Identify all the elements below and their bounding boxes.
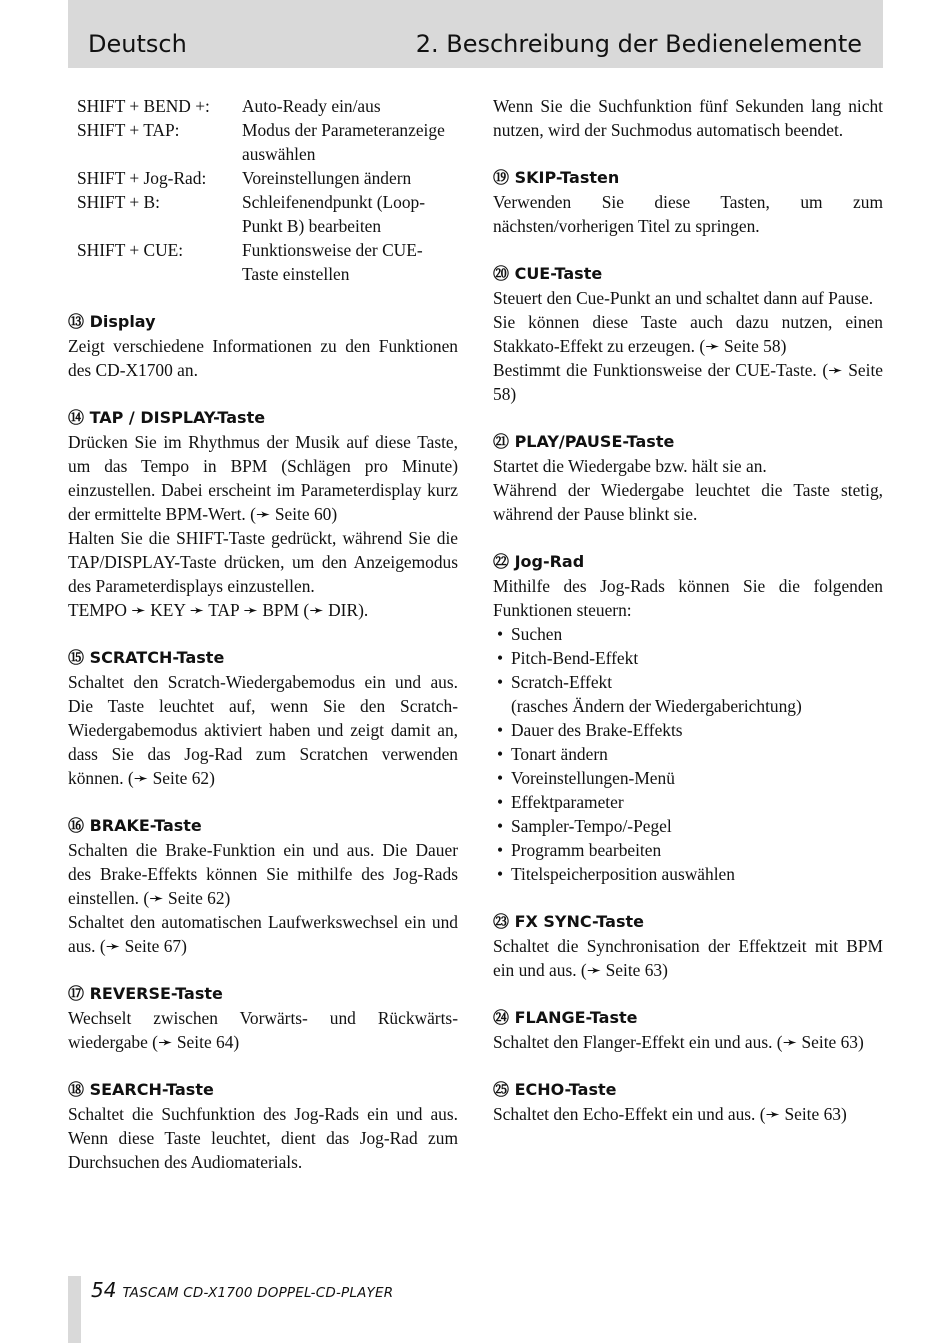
right-column bbox=[493, 94, 883, 1126]
section-heading: ㉔ FLANGE-Taste bbox=[493, 1008, 638, 1027]
list-item: • Scratch-Effekt (rasches Ändern der Wiedergaberichtung) bbox=[493, 670, 883, 718]
shift-combinations-table bbox=[77, 94, 458, 286]
body-text: Schaltet die Synchronisation der Effektzeit mit BPM ein und aus. (➛ Seite 63) bbox=[493, 936, 883, 980]
section-heading: ⑬ Display bbox=[68, 312, 156, 331]
section-display bbox=[68, 310, 458, 382]
list-item: • Suchen bbox=[493, 622, 883, 646]
section-heading: ⑳ CUE-Taste bbox=[493, 264, 603, 283]
section-search bbox=[68, 1078, 458, 1174]
list-item: • Tonart ändern bbox=[493, 742, 883, 766]
list-item: • Pitch-Bend-Effekt bbox=[493, 646, 883, 670]
body-text: Sie können diese Taste auch dazu nutzen, einen Stakkato-Effekt zu erzeugen. (➛ Seite 58) bbox=[493, 312, 883, 356]
section-heading: ⑱ SEARCH-Taste bbox=[68, 1080, 214, 1099]
section-heading: ㉒ Jog-Rad bbox=[493, 552, 585, 571]
section-heading: ⑰ REVERSE-Taste bbox=[68, 984, 223, 1003]
page-footer bbox=[91, 1276, 393, 1304]
body-text: Steuert den Cue-Punkt an und schaltet dann auf Pause. bbox=[493, 288, 874, 308]
section-play-pause bbox=[493, 430, 883, 526]
list-item: • Programm bearbeiten bbox=[493, 838, 883, 862]
section-scratch bbox=[68, 646, 458, 790]
section-heading: ⑲ SKIP-Tasten bbox=[493, 168, 620, 187]
body-text: Zeigt verschiedene Informationen zu den Funktionen des CD-X1700 an. bbox=[68, 336, 458, 380]
section-skip bbox=[493, 166, 883, 238]
body-text: Drücken Sie im Rhythmus der Musik auf diese Taste, um das Tempo in BPM (Schlägen pro Minute) einzustellen. Dabei erscheint im Parameterdisplay kurz der ermittelte BPM-Wert. (➛ Seite 60) bbox=[68, 432, 458, 524]
search-continuation bbox=[493, 94, 883, 142]
section-echo bbox=[493, 1078, 883, 1126]
table-row: SHIFT + BEND +: Auto-Ready ein/aus bbox=[77, 96, 381, 116]
section-heading: ㉕ ECHO-Taste bbox=[493, 1080, 617, 1099]
section-cue bbox=[493, 262, 883, 406]
table-row: SHIFT + CUE: Funktionsweise der CUE-Taste einstellen bbox=[77, 240, 423, 284]
section-heading: ⑯ BRAKE-Taste bbox=[68, 816, 202, 835]
section-fx-sync bbox=[493, 910, 883, 982]
table-row: SHIFT + B: Schleifenendpunkt (Loop-Punkt B) bearbeiten bbox=[77, 192, 426, 236]
body-text: TEMPO ➛ KEY ➛ TAP ➛ BPM (➛ DIR). bbox=[68, 600, 369, 620]
list-item: • Voreinstellungen-Menü bbox=[493, 766, 883, 790]
section-heading: ⑭ TAP / DISPLAY-Taste bbox=[68, 408, 266, 427]
body-text: Startet die Wiedergabe bzw. hält sie an. bbox=[493, 456, 767, 476]
list-item: • Sampler-Tempo/-Pegel bbox=[493, 814, 883, 838]
section-tap-display bbox=[68, 406, 458, 622]
body-text: Schaltet den Echo-Effekt ein und aus. (➛ Seite 63) bbox=[493, 1104, 847, 1124]
list-item: • Dauer des Brake-Effekts bbox=[493, 718, 883, 742]
section-heading: ㉓ FX SYNC-Taste bbox=[493, 912, 644, 931]
footer-bar bbox=[68, 1276, 81, 1343]
list-item: • Effektparameter bbox=[493, 790, 883, 814]
body-text: Während der Wiedergabe leuchtet die Taste stetig, während der Pause blinkt sie. bbox=[493, 480, 883, 524]
body-text: Schaltet die Suchfunktion des Jog-Rads ein und aus. Wenn diese Taste leuchtet, dient das Jog-Rad zum Durchsuchen des Audiomaterials. bbox=[68, 1104, 458, 1172]
body-text: Schaltet den Flanger-Effekt ein und aus. (➛ Seite 63) bbox=[493, 1032, 864, 1052]
table-row: SHIFT + TAP: Modus der Parameteranzeige auswählen bbox=[77, 120, 445, 164]
body-text: Bestimmt die Funktionsweise der CUE-Taste. (➛ Seite 58) bbox=[493, 360, 883, 404]
section-jog-wheel bbox=[493, 550, 883, 886]
section-heading: ㉑ PLAY/PAUSE-Taste bbox=[493, 432, 675, 451]
body-text: Wenn Sie die Suchfunktion fünf Sekunden lang nicht nutzen, wird der Suchmodus automatisch beendet. bbox=[493, 96, 883, 140]
body-text: Schaltet den automatischen Laufwerkswechsel ein und aus. (➛ Seite 67) bbox=[68, 912, 458, 956]
list-item-note: (rasches Ändern der Wiedergaberichtung) bbox=[511, 696, 802, 716]
list-item: • Titelspeicherposition auswählen bbox=[493, 862, 883, 886]
footer-product-name: TASCAM CD-X1700 DOPPEL-CD-PLAYER bbox=[122, 1285, 394, 1301]
body-text: Mithilfe des Jog-Rads können Sie die folgenden Funktionen steuern: bbox=[493, 576, 883, 620]
header-language: Deutsch bbox=[88, 30, 187, 58]
body-text: Wechselt zwischen Vorwärts- und Rückwärtswiedergabe (➛ Seite 64) bbox=[68, 1008, 458, 1052]
header-chapter-title: 2. Beschreibung der Bedienelemente bbox=[415, 30, 862, 58]
table-row: SHIFT + Jog-Rad: Voreinstellungen ändern bbox=[77, 168, 412, 188]
page-header bbox=[68, 0, 883, 68]
left-column bbox=[68, 94, 458, 1174]
jog-function-list bbox=[493, 622, 883, 886]
section-heading: ⑮ SCRATCH-Taste bbox=[68, 648, 225, 667]
section-flange bbox=[493, 1006, 883, 1054]
body-text: Halten Sie die SHIFT-Taste gedrückt, während Sie die TAP/DISPLAY-Taste drücken, um den Anzeigemodus des Parameterdisplays einzustellen. bbox=[68, 528, 458, 596]
body-text: Verwenden Sie diese Tasten, um zum nächsten/vorherigen Titel zu springen. bbox=[493, 192, 883, 236]
body-text: Schaltet den Scratch-Wiedergabemodus ein und aus. Die Taste leuchtet auf, wenn Sie den Scratch-Wiedergabemodus aktiviert haben und zeigt damit an, dass Sie das Jog-Rad zum Scratchen verwenden können. (➛ Seite 62) bbox=[68, 672, 458, 788]
body-text: Schalten die Brake-Funktion ein und aus. Die Dauer des Brake-Effekts können Sie mithilfe des Jog-Rads einstellen. (➛ Seite 62) bbox=[68, 840, 458, 908]
section-reverse bbox=[68, 982, 458, 1054]
page-number: 54 bbox=[91, 1278, 117, 1302]
section-brake bbox=[68, 814, 458, 958]
